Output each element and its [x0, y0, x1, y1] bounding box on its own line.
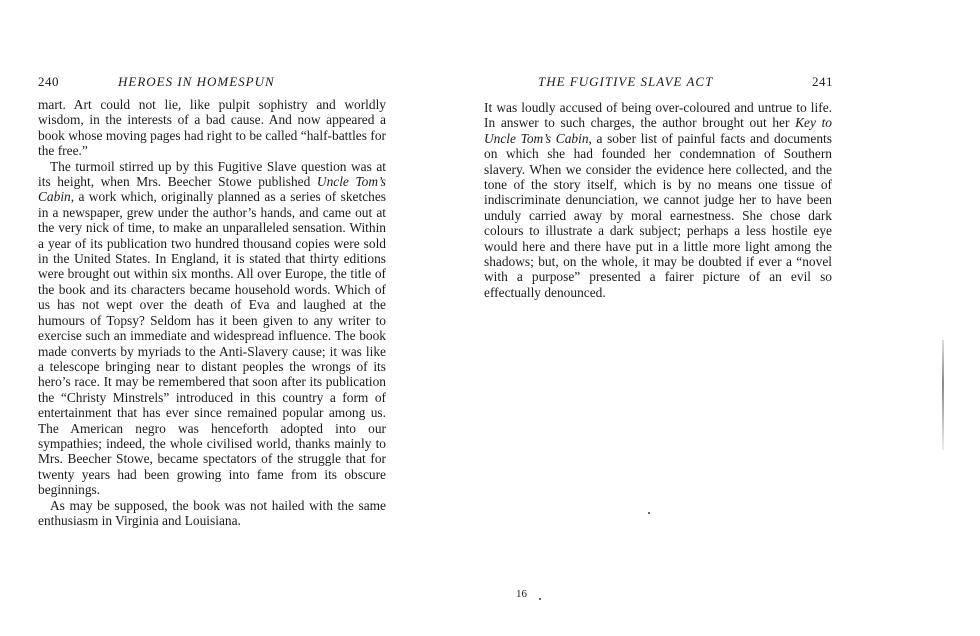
text-run: As may be supposed, the book was not hailed with the same enthusiasm in Virginia and Louisiana. — [38, 497, 386, 528]
paragraph — [38, 159, 386, 498]
paragraph — [38, 97, 386, 159]
book-title: Uncle Tom’s Cabin — [38, 174, 386, 205]
body-text — [38, 97, 386, 528]
text-run: mart. Art could not lie, like pulpit sophistry and worldly wisdom, in the interests of a bad cause. And now appeared a book whose moving pages had right to be called “half-battles for the free.” — [38, 97, 386, 159]
running-title: THE FUGITIVE SLAVE ACT — [538, 74, 714, 89]
right-page — [484, 0, 980, 636]
book-title: Key to Uncle Tom’s Cabin — [484, 115, 832, 146]
text-run: , a work which, originally planned as a series of sketches in a newspaper, grew under the author’s hands, and came out at the very nick of time, to make an unparalleled sensation. Within a year of its publication two hundred thousand copies were sold in the United States. In England, it is stated that thirty editions were brought out within six months. All over Europe, the title of the book and its characters became household words. Which of us has not wept over the death of Eva and laughed at the humours of Topsy? Seldom has it been given to any writer to exercise such an immediate and widespread influence. The book made converts by myriads to the Anti-Slavery cause; it was like a telescope bringing near to distant peoples the wrongs of its hero’s race. It may be remembered that soon after its publication the “Christy Minstrels” introduced in this country a form of entertainment that has ever since remained popular among us. The American negro was henceforth adopted into our sympathies; indeed, the whole civilised world, thanks mainly to Mrs. Beecher Stowe, became spectators of the struggle that for twenty years had been growing into fame from its obscure beginnings. — [38, 189, 386, 498]
paragraph — [38, 498, 386, 529]
page-number: 241 — [812, 74, 833, 89]
page-number: 240 — [38, 74, 59, 89]
running-title: HEROES IN HOMESPUN — [118, 74, 275, 89]
body-text — [484, 100, 832, 300]
text-run: It was loudly accused of being over-coloured and untrue to life. In answer to such charges, the author brought out her — [484, 100, 832, 131]
text-run: , a sober list of painful facts and documents on which she had founded her condemnation of Southern slavery. When we consider the evidence here collected, and the tone of the story itself, which is by no means one tissue of indiscriminate denunciation, we cannot judge her to have been unduly carried away by moral earnestness. She chose dark colours to illustrate a dark subject; perhaps a less hostile eye would here and there have put in a little more light among the shadows; but, on the whole, it may be doubted if ever a “novel with a purpose” presented a fairer picture of an evil so effectually denounced. — [484, 130, 832, 300]
signature-mark: 16 — [516, 588, 527, 600]
text-run: The turmoil stirred up by this Fugitive Slave question was at its height, when Mrs. Beecher Stowe published — [38, 158, 386, 190]
page-edge-shadow — [942, 340, 944, 450]
paragraph — [484, 100, 832, 300]
speck — [539, 598, 541, 600]
speck — [648, 512, 650, 514]
